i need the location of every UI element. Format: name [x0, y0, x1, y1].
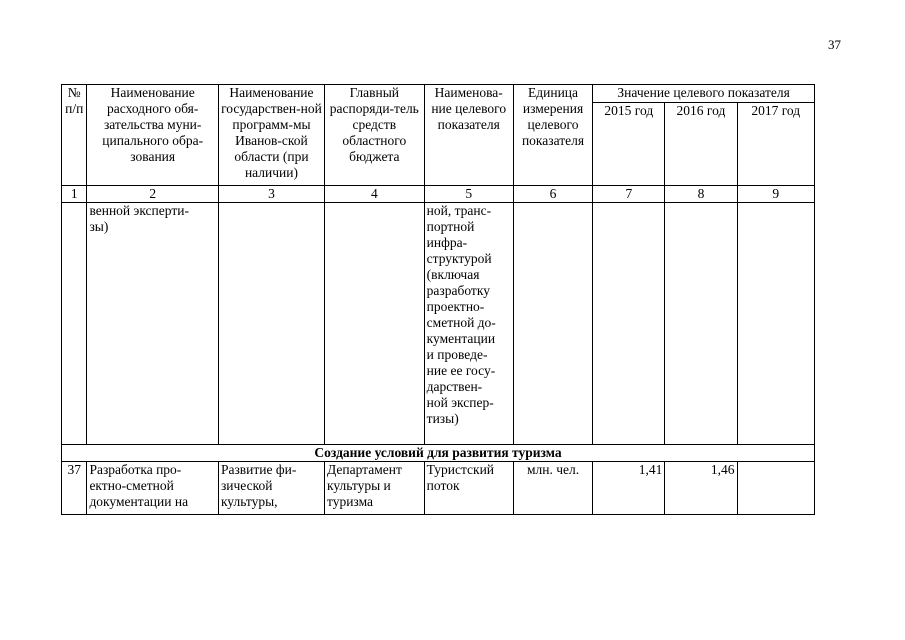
header-indicator: Наименова-ние целевого показателя	[424, 85, 513, 186]
row-program: Развитие фи- зической культуры,	[218, 462, 324, 515]
row-manager: Департамент культуры и туризма	[324, 462, 424, 515]
continuation-indicator: ной, транс- портной инфра- структурой (включая разработку проектно- сметной до- кументации и проведе- ние ее госу- дарствен- ной экспер- тизы)	[424, 203, 513, 445]
row-value-2017	[737, 462, 815, 515]
row-indicator: Туристский поток	[424, 462, 513, 515]
header-2015: 2015 год	[593, 103, 665, 186]
page-number: 37	[828, 37, 841, 52]
header-2017: 2017 год	[737, 103, 815, 186]
colnum-6: 6	[513, 186, 593, 203]
colnum-8: 8	[665, 186, 737, 203]
header-unit: Единица измерения целевого показателя	[513, 85, 593, 186]
header-number: № п/п	[62, 85, 87, 186]
colnum-5: 5	[424, 186, 513, 203]
table-row	[62, 203, 815, 445]
row-obligation: Разработка про- ектно-сметной документации на	[87, 462, 219, 515]
table-row	[62, 462, 815, 515]
colnum-2: 2	[87, 186, 219, 203]
row-value-2016: 1,46	[665, 462, 737, 515]
colnum-1: 1	[62, 186, 87, 203]
indicator-table	[61, 84, 815, 515]
header-program: Наименование государствен-ной программ-мы Иванов-ской области (при наличии)	[218, 85, 324, 186]
colnum-3: 3	[218, 186, 324, 203]
colnum-7: 7	[593, 186, 665, 203]
continuation-obligation: венной эксперти- зы)	[87, 203, 219, 445]
row-value-2015: 1,41	[593, 462, 665, 515]
section-row	[62, 445, 815, 462]
section-title: Создание условий для развития туризма	[62, 445, 815, 462]
header-2016: 2016 год	[665, 103, 737, 186]
header-obligation: Наименование расходного обя-зательства муни-ципального обра-зования	[87, 85, 219, 186]
header-manager: Главный распоряди-тель средств областного бюджета	[324, 85, 424, 186]
header-value-group: Значение целевого показателя	[593, 85, 815, 103]
row-number: 37	[62, 462, 87, 515]
row-unit: млн. чел.	[513, 462, 593, 515]
colnum-4: 4	[324, 186, 424, 203]
colnum-9: 9	[737, 186, 815, 203]
